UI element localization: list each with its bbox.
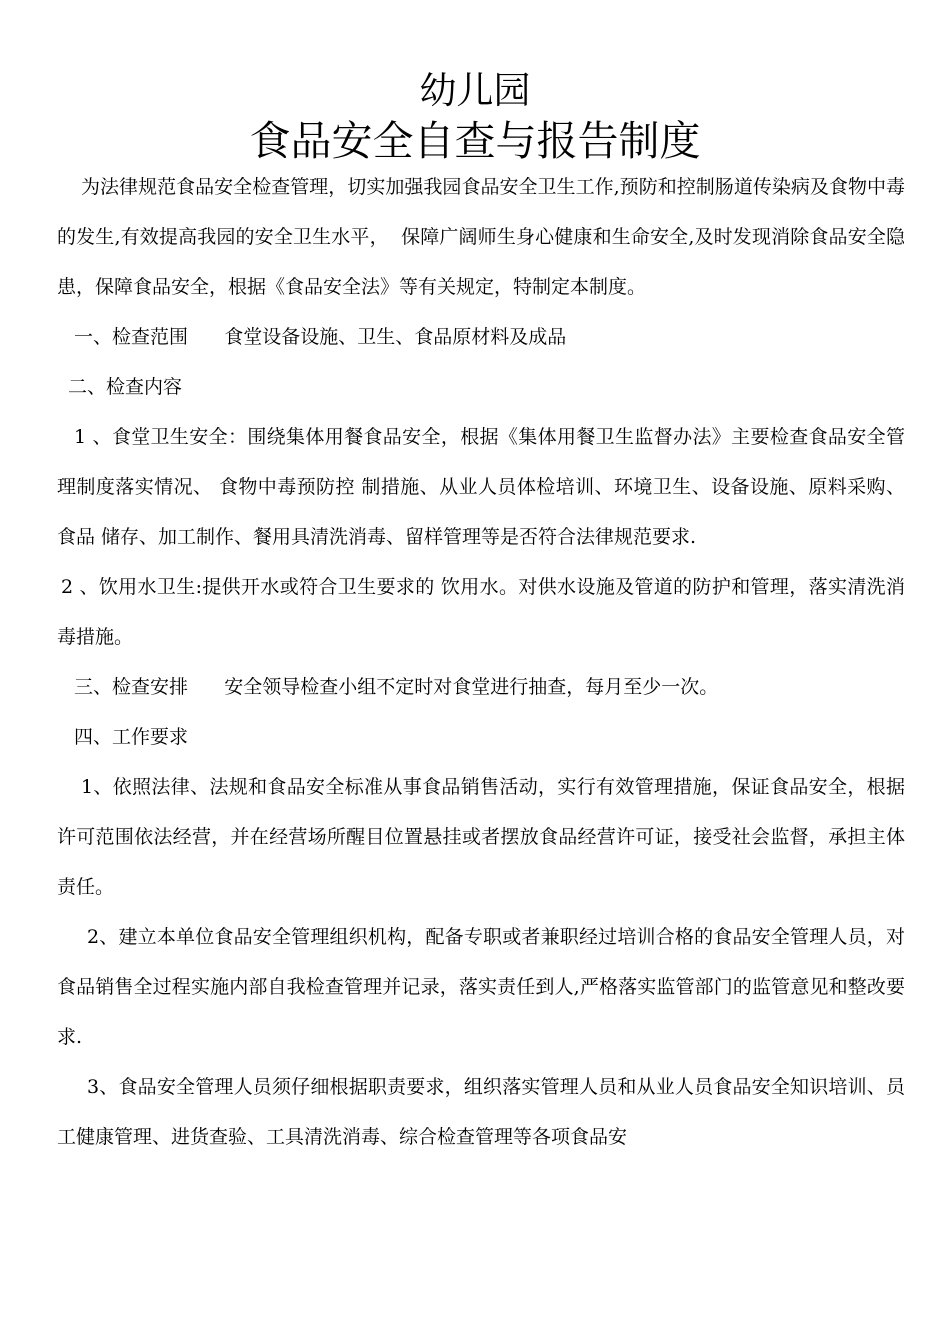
paragraph-intro: 为法律规范食品安全检查管理，切实加强我园食品安全卫生工作,预防和控制肠道传染病及食物中毒的发生,有效提高我园的安全卫生水平， 保障广阔师生身心健康和生命安全,及时发现消除食品安全隐患，保障食品安全，根据《食品安全法》等有关规定，特制定本制度。 <box>57 176 905 298</box>
paragraph-requirement-3: 3、食品安全管理人员须仔细根据职责要求，组织落实管理人员和从业人员食品安全知识培训、员工健康管理、进货查验、工具清洗消毒、综合检查管理等各项食品安 <box>57 1076 905 1148</box>
document-body <box>57 162 905 1162</box>
section-heading-inspection-scope: 一、检查范围 食堂设备设施、卫生、食品原材料及成品 <box>74 326 567 348</box>
document-title-line1: 幼儿园 <box>419 69 531 112</box>
paragraph-canteen-hygiene: 1 、食堂卫生安全：围绕集体用餐食品安全，根据《集体用餐卫生监督办法》主要检查食品安全管理制度落实情况、 食物中毒预防控 制措施、从业人员体检培训、环境卫生、设备设施、原料采购、食品 储存、加工制作、餐用具清洗消毒、留样管理等是否符合法律规范要求. <box>57 426 905 548</box>
section-heading-inspection-schedule: 三、检查安排 安全领导检查小组不定时对食堂进行抽查，每月至少一次。 <box>74 676 719 698</box>
paragraph-requirement-1: 1、依照法律、法规和食品安全标准从事食品销售活动，实行有效管理措施，保证食品安全，根据许可范围依法经营，并在经营场所醒目位置悬挂或者摆放食品经营许可证，接受社会监督，承担主体责任。 <box>57 776 905 898</box>
document-title-line2: 食品安全自查与报告制度 <box>249 117 701 165</box>
paragraph-requirement-2: 2、建立本单位食品安全管理组织机构，配备专职或者兼职经过培训合格的食品安全管理人员，对食品销售全过程实施内部自我检查管理并记录，落实责任到人,严格落实监管部门的监管意见和整改要求. <box>57 926 905 1048</box>
section-heading-inspection-content: 二、检查内容 <box>68 376 183 398</box>
section-heading-work-requirements: 四、工作要求 <box>74 726 189 748</box>
paragraph-drinking-water: 2 、饮用水卫生:提供开水或符合卫生要求的 饮用水。对供水设施及管道的防护和管理，落实清洗消毒措施。 <box>57 576 905 648</box>
